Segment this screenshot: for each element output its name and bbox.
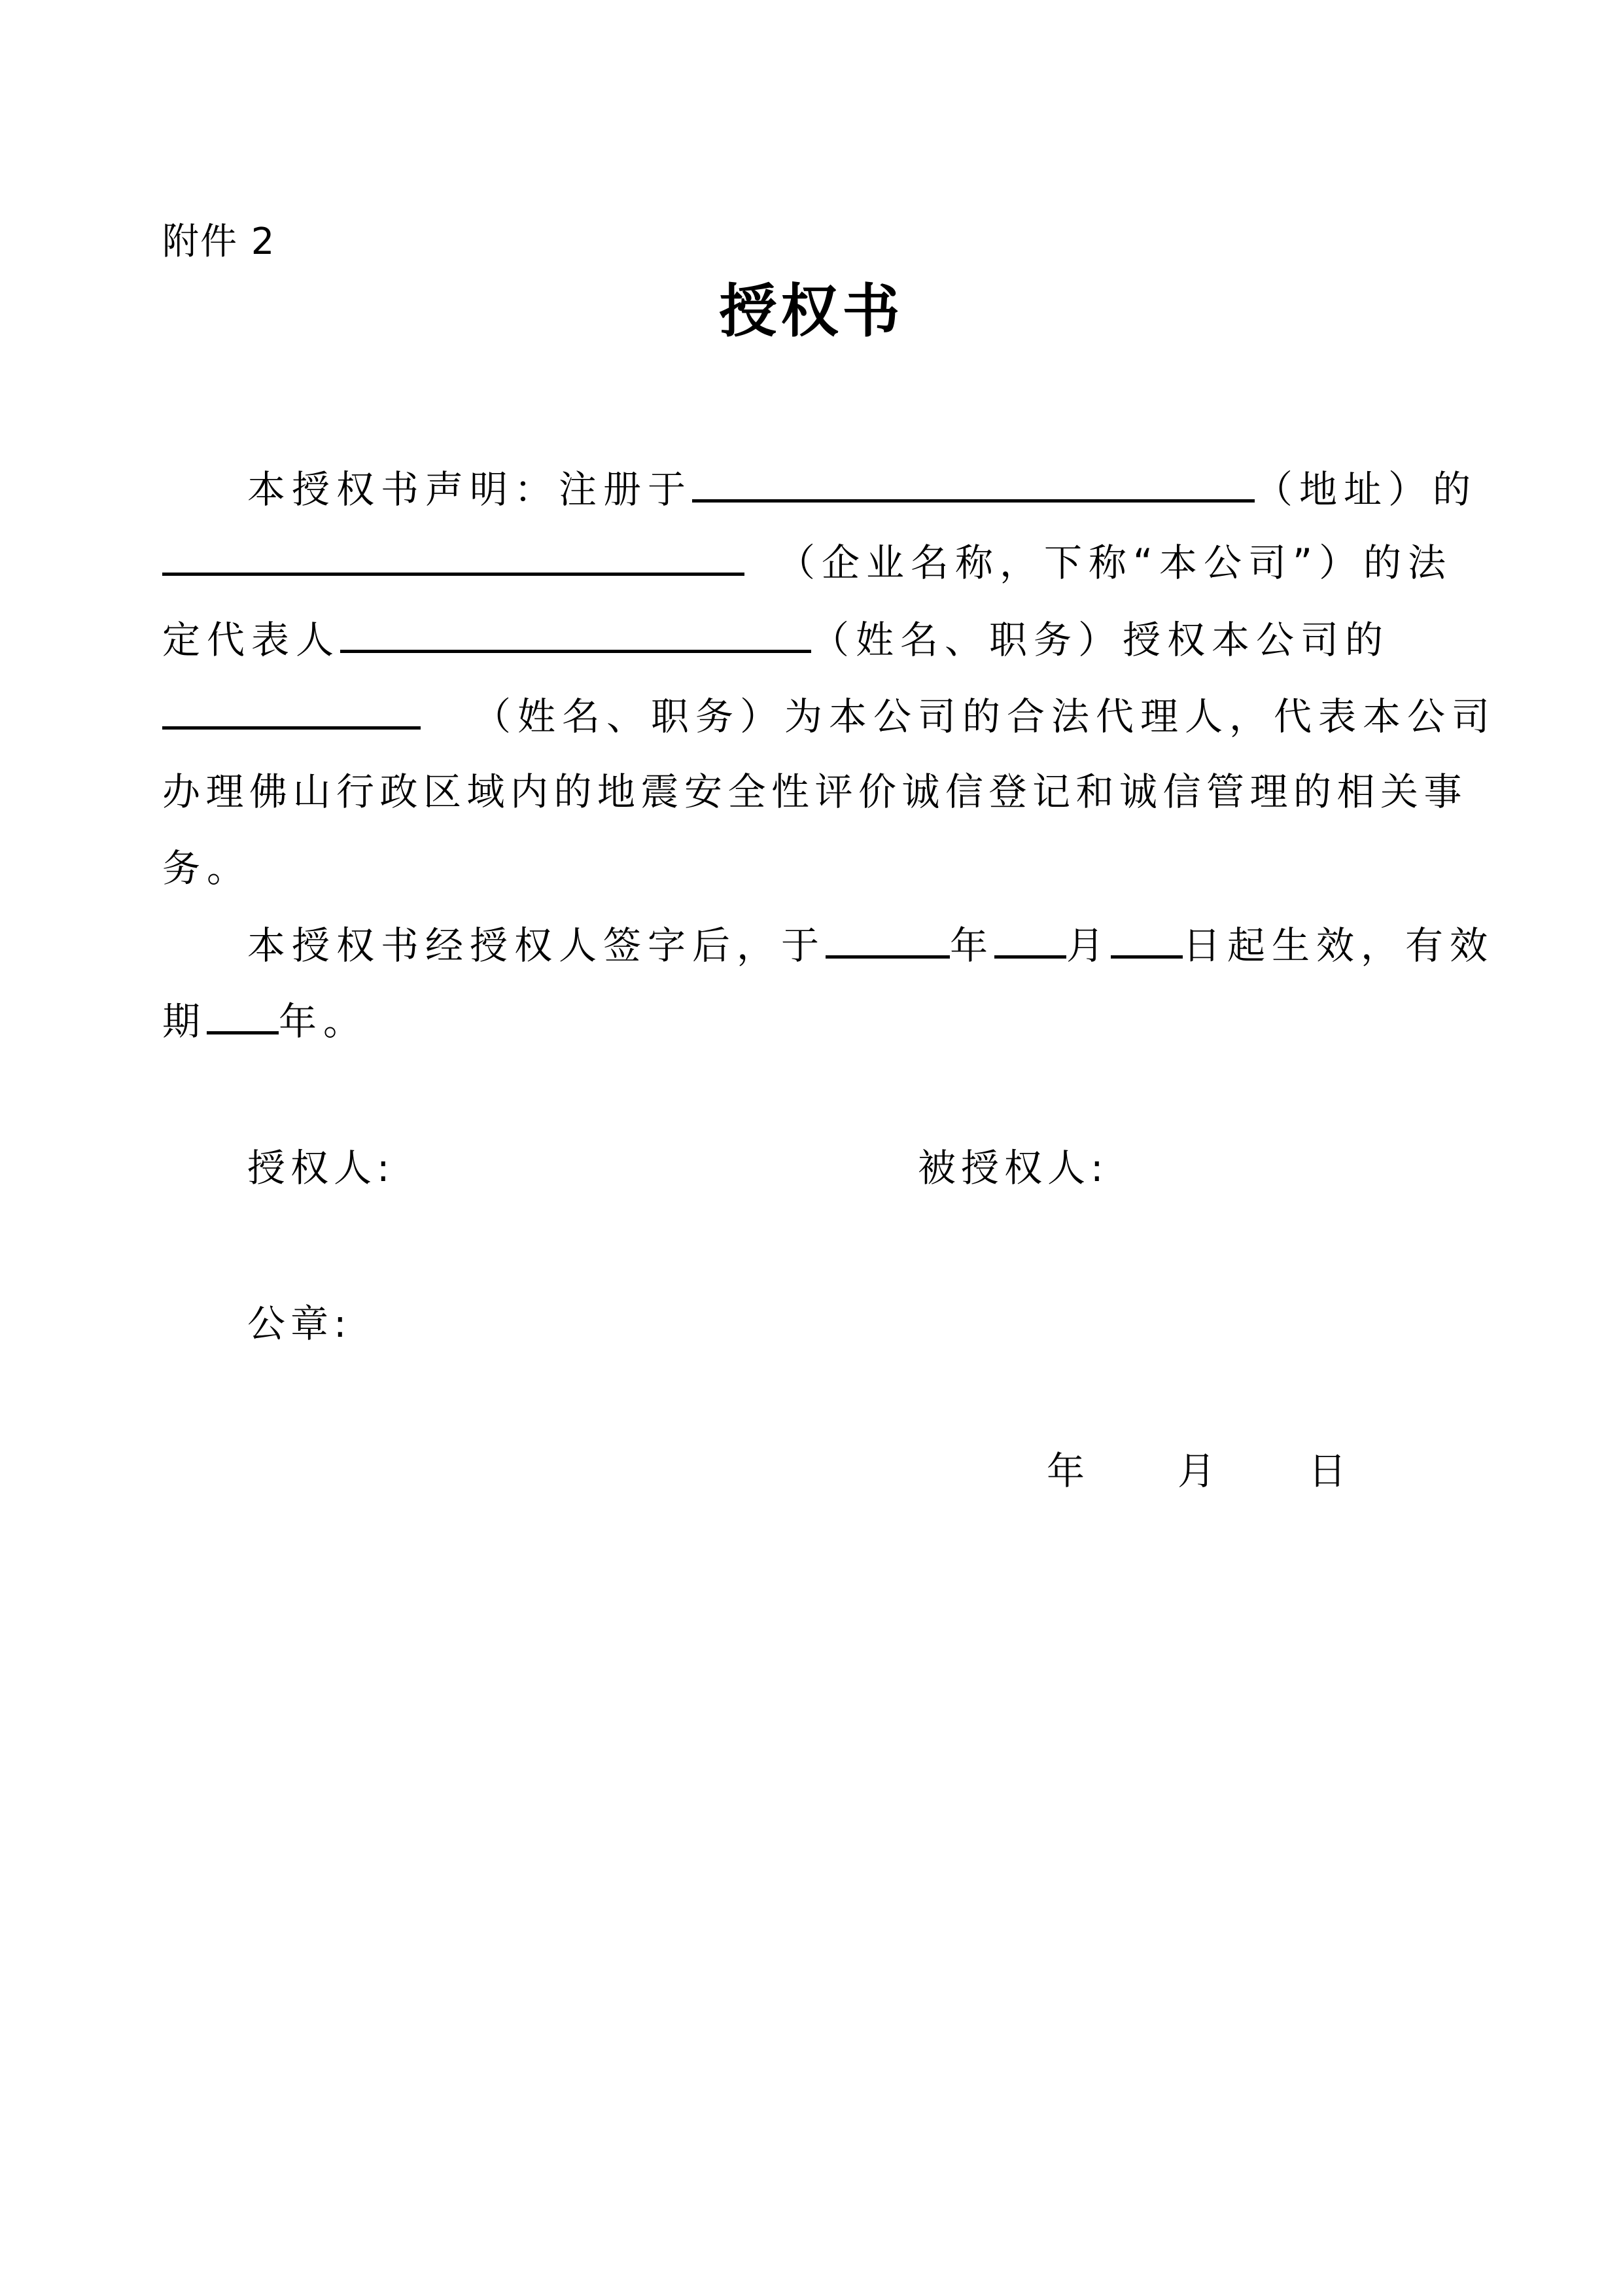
month-label: 月: [1066, 923, 1111, 968]
authorizer-label: 授权人:: [247, 1146, 395, 1190]
validity-years-blank[interactable]: [207, 993, 279, 1034]
statement-line-2-suffix: （企业名称，下称“本公司”）的法: [777, 540, 1453, 585]
company-name-blank[interactable]: [162, 535, 744, 576]
year-label: 年: [950, 923, 995, 968]
statement-line-1: [247, 461, 1477, 516]
legal-representative-blank[interactable]: [340, 612, 811, 653]
statement-line-6: 务。: [162, 846, 252, 891]
statement-line-4-suffix: （姓名、职务）为本公司的合法代理人，代表本公司: [473, 694, 1497, 739]
statement-line-1-suffix: （地址）的: [1255, 467, 1478, 512]
seal-label: 公章:: [247, 1301, 352, 1346]
validity-line-2-suffix: 年。: [279, 999, 368, 1044]
start-year-blank[interactable]: [826, 917, 950, 959]
statement-line-3-suffix: （姓名、职务）授权本公司的: [811, 618, 1390, 662]
validity-line-2: [162, 993, 368, 1048]
start-month-blank[interactable]: [994, 917, 1066, 959]
statement-line-5: 办理佛山行政区域内的地震安全性评价诚信登记和诚信管理的相关事: [162, 769, 1468, 814]
statement-line-3-prefix: 定代表人: [162, 618, 341, 662]
day-label: 日起生效，有效: [1183, 923, 1495, 968]
statement-line-4: [162, 688, 1496, 743]
date-day: 日: [1308, 1449, 1347, 1493]
date-year: 年: [1047, 1449, 1085, 1493]
statement-line-2: [162, 535, 1452, 589]
attachment-label: 附件 2: [162, 221, 276, 263]
address-blank[interactable]: [692, 461, 1255, 503]
start-day-blank[interactable]: [1111, 917, 1183, 959]
agent-name-blank[interactable]: [162, 688, 421, 730]
validity-line-1: [247, 917, 1494, 972]
statement-line-3: [162, 612, 1389, 666]
statement-line-1-prefix: 本授权书声明：注册于: [247, 467, 693, 512]
document-title: 授权书: [719, 277, 904, 345]
validity-line-2-prefix: 期: [162, 999, 207, 1044]
validity-line-1-prefix: 本授权书经授权人签字后，于: [247, 923, 826, 968]
authorized-label: 被授权人:: [918, 1146, 1109, 1190]
date-month: 月: [1178, 1449, 1216, 1493]
